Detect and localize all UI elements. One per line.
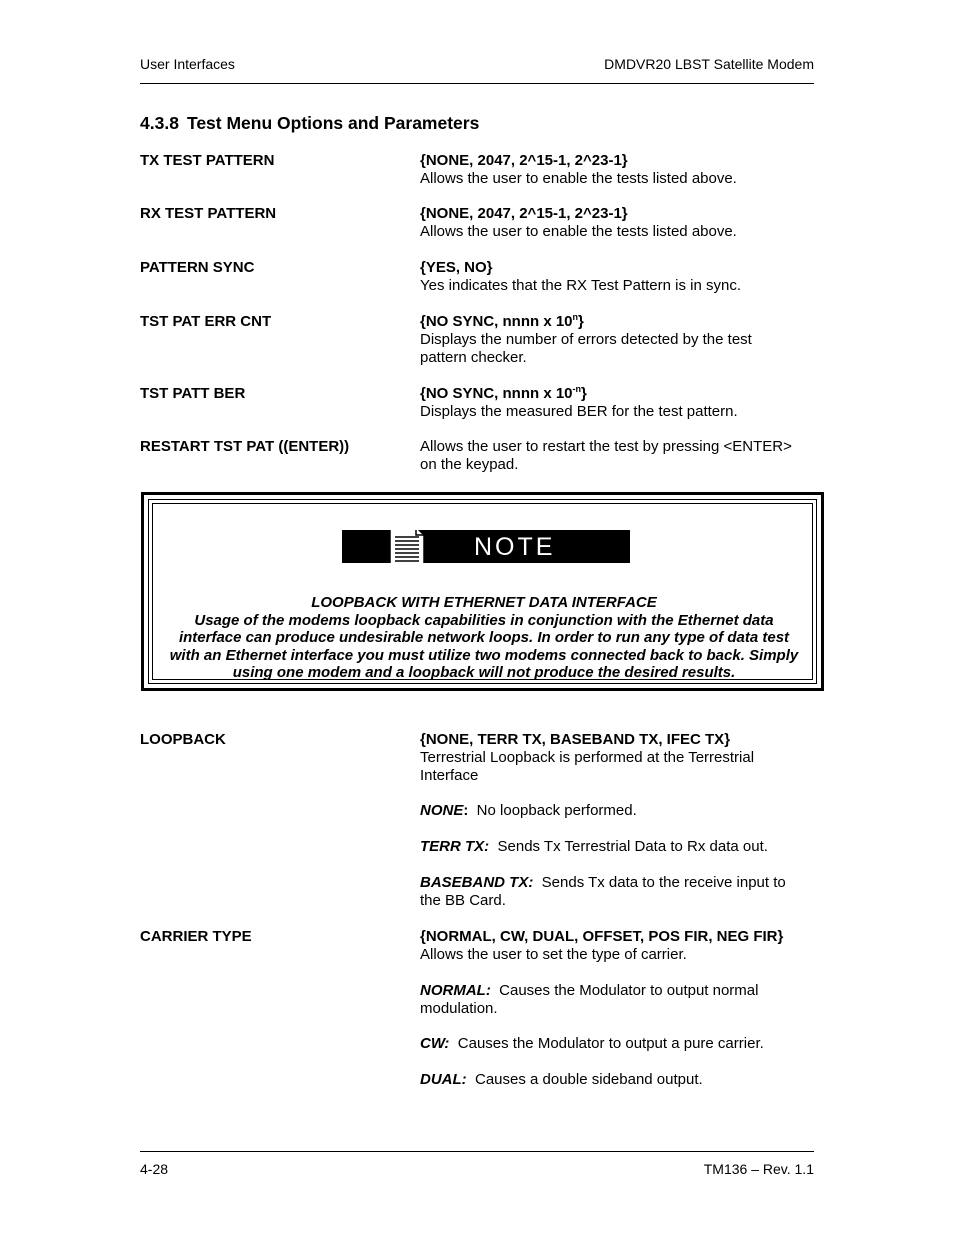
text-restart-1: Allows the user to restart the test by pressing <ENTER> [420,438,792,455]
lead-dual: DUAL: [420,1071,467,1088]
lead-none: NONE [420,802,464,819]
param-carrier-type: CARRIER TYPE [140,928,252,945]
options-post: } [581,385,587,402]
text-tst-pat-err-cnt-1: Displays the number of errors detected by the test [420,331,752,348]
note-text [150,594,818,682]
options-post: } [578,313,584,330]
desc-loopback [420,731,820,785]
options-rx-test-pattern: {NONE, 2047, 2^15-1, 2^23-1} [420,205,628,222]
text-pattern-sync: Yes indicates that the RX Test Pattern is in sync. [420,277,742,294]
text-cw: Causes the Modulator to output a pure carrier. [449,1035,764,1052]
text-carrier-type: Allows the user to set the type of carrier. [420,946,687,963]
footer-page-number: 4-28 [140,1161,169,1177]
text-normal: Causes the Modulator to output normal [490,982,759,999]
note-word: NOTE [474,533,556,561]
text-dual: Causes a double sideband output. [466,1071,703,1088]
lead-baseband-tx: BASEBAND TX: [420,874,534,891]
options-loopback: {NONE, TERR TX, BASEBAND TX, IFEC TX} [420,731,731,748]
lead-none-sep: : [463,802,469,819]
text-rx-test-pattern: Allows the user to enable the tests listed above. [420,223,737,240]
text-none: No loopback performed. [468,802,637,819]
header-right: DMDVR20 LBST Satellite Modem [604,56,814,72]
param-pattern-sync: PATTERN SYNC [140,259,255,276]
header-rule [140,83,814,84]
section-title-text: Test Menu Options and Parameters [186,113,480,133]
footer-doc-rev: TM136 – Rev. 1.1 [703,1161,814,1177]
desc-tst-pat-err-cnt [420,313,820,367]
carrier-item-cw [420,1035,820,1053]
options-tst-pat-err-cnt [420,313,820,331]
text-restart-2: on the keypad. [420,456,519,473]
desc-tst-patt-ber [420,385,820,421]
text-baseband-tx: Sends Tx data to the receive input to [533,874,786,891]
lead-cw: CW: [420,1035,450,1052]
carrier-item-normal [420,982,820,1018]
text-tx-test-pattern: Allows the user to enable the tests listed above. [420,170,737,187]
note-line-1: LOOPBACK WITH ETHERNET DATA INTERFACE [311,594,657,611]
param-rx-test-pattern: RX TEST PATTERN [140,205,277,222]
options-pre: {NO SYNC, nnnn x 10 [420,313,573,330]
lead-normal: NORMAL: [420,982,491,999]
header-left: User Interfaces [140,56,235,72]
note-banner [342,530,630,563]
options-tst-patt-ber [420,385,820,403]
text-tst-patt-ber: Displays the measured BER for the test pattern. [420,403,738,420]
note-line-5: using one modem and a loopback will not produce the desired results. [232,664,736,682]
options-carrier-type: {NORMAL, CW, DUAL, OFFSET, POS FIR, NEG FIR} [420,928,784,945]
param-restart-tst-pat: RESTART TST PAT ((ENTER)) [140,438,350,455]
text-baseband-tx-2: the BB Card. [420,892,506,909]
lead-terr-tx: TERR TX: [420,838,490,855]
loopback-item-terr-tx [420,838,820,856]
options-sup: -n [572,384,582,394]
param-tst-patt-ber: TST PATT BER [140,385,246,402]
options-sup: n [572,312,579,322]
text-terr-tx: Sends Tx Terrestrial Data to Rx data out. [489,838,768,855]
loopback-item-baseband-tx [420,874,820,910]
options-pattern-sync: {YES, NO} [420,259,493,276]
section-number: 4.3.8 [140,113,179,133]
options-tx-test-pattern: {NONE, 2047, 2^15-1, 2^23-1} [420,152,628,169]
loopback-item-none [420,802,820,820]
desc-pattern-sync [420,259,820,295]
carrier-item-dual [420,1071,820,1089]
desc-tx-test-pattern [420,152,820,188]
desc-restart-tst-pat [420,438,820,474]
desc-rx-test-pattern [420,205,820,241]
note-line-2: Usage of the modems loopback capabilities in conjunction with the Ethernet data [194,611,774,629]
param-tx-test-pattern: TX TEST PATTERN [140,152,275,169]
text-loopback-2: Interface [420,767,479,784]
param-loopback: LOOPBACK [140,731,226,748]
desc-carrier-type [420,928,820,964]
text-tst-pat-err-cnt-2: pattern checker. [420,349,527,366]
footer-rule [140,1151,814,1152]
note-line-3: interface can produce undesirable network loops. In order to run any type of data test [178,629,790,647]
section-title [140,113,479,134]
note-line-4: with an Ethernet interface you must utilize two modems connected back to back. Simply [169,646,799,664]
options-pre: {NO SYNC, nnnn x 10 [420,385,573,402]
text-normal-2: modulation. [420,1000,498,1017]
text-loopback-1: Terrestrial Loopback is performed at the Terrestrial [420,749,755,766]
param-tst-pat-err-cnt: TST PAT ERR CNT [140,313,272,330]
